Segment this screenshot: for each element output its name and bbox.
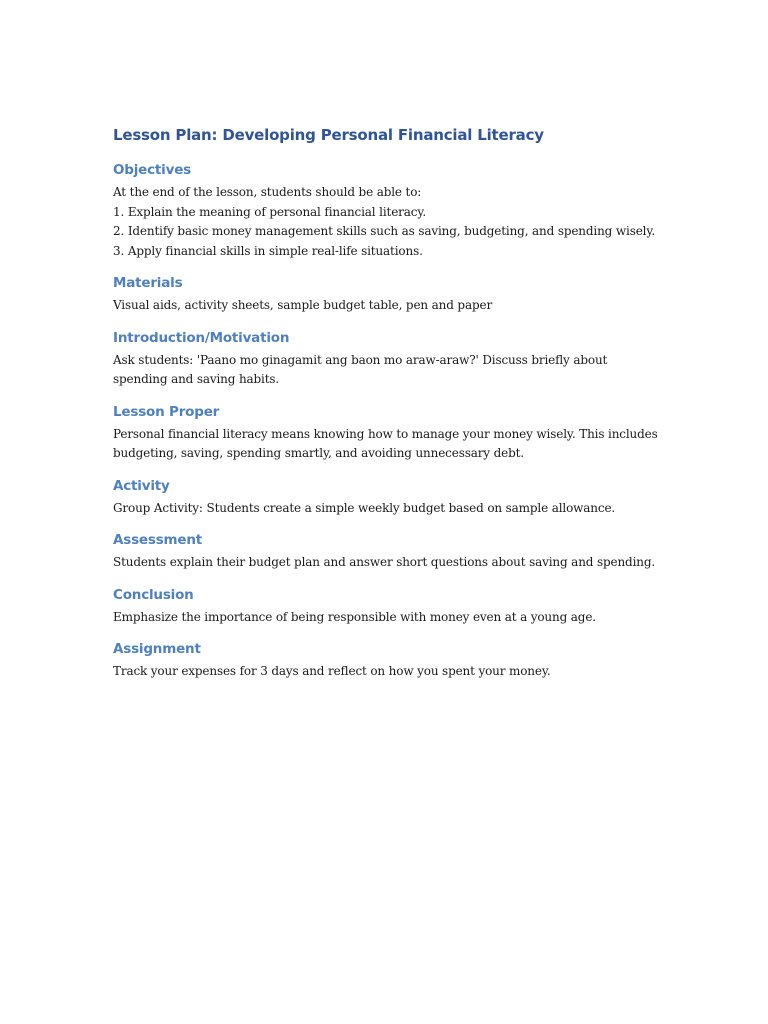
assignment-text: Track your expenses for 3 days and reflect on how you spent your money. bbox=[113, 664, 551, 678]
section-introduction bbox=[113, 328, 673, 390]
introduction-line-1: Ask students: 'Paano mo ginagamit ang baon mo araw-araw?' Discuss briefly about bbox=[113, 352, 608, 367]
activity-text: Group Activity: Students create a simple weekly budget based on sample allowance. bbox=[113, 500, 616, 515]
section-heading-objectives: Objectives bbox=[113, 162, 191, 178]
section-objectives bbox=[113, 160, 673, 261]
lesson-proper-line-1: Personal financial literacy means knowing how to manage your money wisely. This includes bbox=[113, 426, 658, 441]
section-heading-materials: Materials bbox=[113, 275, 183, 291]
section-assessment bbox=[113, 530, 673, 573]
section-lesson-proper bbox=[113, 402, 673, 464]
section-heading-activity: Activity bbox=[113, 477, 170, 494]
section-heading-introduction: Introduction/Motivation bbox=[113, 329, 290, 346]
assessment-text: Students explain their budget plan and answer short questions about saving and spending. bbox=[113, 555, 656, 569]
section-assignment bbox=[113, 639, 673, 682]
section-heading-assessment: Assessment bbox=[113, 532, 203, 548]
section-heading-lesson-proper: Lesson Proper bbox=[113, 403, 220, 420]
section-heading-conclusion: Conclusion bbox=[113, 586, 194, 603]
section-materials bbox=[113, 273, 673, 316]
conclusion-text: Emphasize the importance of being responsible with money even at a young age. bbox=[113, 609, 596, 624]
materials-text: Visual aids, activity sheets, sample budget table, pen and paper bbox=[113, 298, 493, 312]
lesson-proper-line-2: budgeting, saving, spending smartly, and avoiding unnecessary debt. bbox=[113, 446, 524, 460]
objectives-intro-line: At the end of the lesson, students should be able to: bbox=[113, 185, 422, 199]
objectives-item-1: 1. Explain the meaning of personal financial literacy. bbox=[113, 204, 427, 219]
section-activity bbox=[113, 476, 673, 519]
introduction-line-2: spending and saving habits. bbox=[113, 372, 280, 386]
document-title: Lesson Plan: Developing Personal Financial Literacy bbox=[113, 126, 544, 144]
section-conclusion bbox=[113, 585, 673, 628]
objectives-item-2: 2. Identify basic money management skills such as saving, budgeting, and spending wisely. bbox=[113, 224, 656, 238]
document-body bbox=[113, 124, 673, 694]
objectives-item-3: 3. Apply financial skills in simple real-life situations. bbox=[113, 243, 423, 258]
section-heading-assignment: Assignment bbox=[113, 641, 201, 657]
